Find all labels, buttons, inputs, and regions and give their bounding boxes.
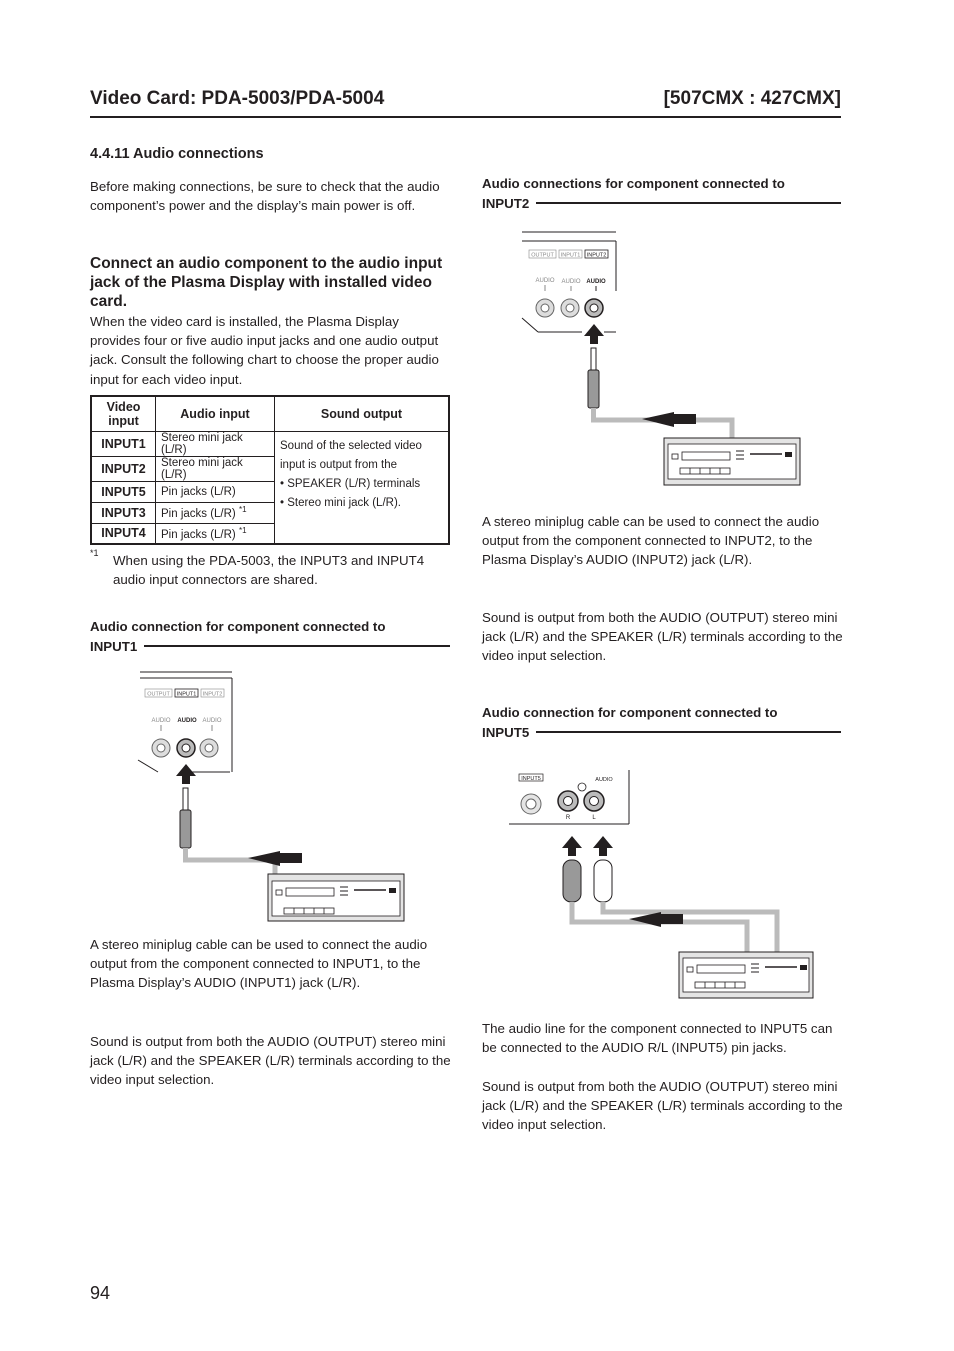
input1-text: A stereo miniplug cable can be used to connect the audio output from the component connected to INPUT1, to the Plasma Display’s AUDIO (INPUT1) jack (L/R). [90,937,428,991]
table-row [91,431,449,456]
sound-output-bullet: • SPEAKER (L/R) terminals [280,477,421,490]
panel-label: INPUT1 [176,691,197,698]
input5-sound-text: Sound is output from both the AUDIO (OUTPUT) stereo mini jack (L/R) and the SPEAKER (L/R) terminals according to the video input selection. [482,1079,843,1133]
page-number: 94 [90,1283,111,1303]
jack-label: AUDIO [202,718,222,724]
sound-output-cell [275,431,450,544]
audio-cell: Stereo mini jack (L/R) [156,456,275,481]
input-cell: INPUT5 [91,481,156,502]
r-label: R [565,815,571,821]
sound-output-bullet: • Stereo mini jack (L/R). [280,496,401,509]
up-arrow-icon [176,764,196,784]
input5-caption: Audio connection for component connected to INPUT5 [482,703,841,742]
left-arrow-icon [248,851,280,866]
input5-text: The audio line for the component connected to INPUT5 can be connected to the AUDIO R/L (INPUT5) pin jacks. [482,1021,833,1056]
col-header-video: Video input [91,396,156,431]
intro-text: Before making connections, be sure to check that the audio component’s power and the display’s main power is off. [90,179,440,214]
col-header-audio: Audio input [156,396,275,431]
page-title: Video Card: PDA-5003/PDA-5004 [90,88,385,109]
input-cell: INPUT1 [91,431,156,456]
panel-label: INPUT2 [586,252,607,259]
jack-label: AUDIO [177,718,197,724]
footnote-ref: *1 [238,525,247,535]
jack-label: AUDIO [535,278,555,284]
audio-cell: Pin jacks (L/R) [156,481,275,502]
input1-connection-diagram [130,668,420,930]
up-arrow-icon [593,836,613,856]
model-label: [507CMX : 427CMX] [663,88,841,109]
panel-label: INPUT2 [202,691,223,698]
footnote-mark: *1 [90,548,99,558]
sound-output-text: Sound of the selected video input is output from the [280,439,422,471]
jack-label: AUDIO [151,718,171,724]
input-cell: INPUT4 [91,523,156,544]
panel-label: OUTPUT [531,252,554,259]
audio-cell: Pin jacks (L/R) $^{*1}$ [156,502,275,523]
jack-label: AUDIO [561,279,581,285]
footnote-ref: *1 [238,505,247,515]
input1-caption: Audio connection for component connected to INPUT1 [90,617,450,656]
footnote-text: When using the PDA-5003, the INPUT3 and INPUT4 audio input connectors are shared. [113,553,425,588]
header-rule [90,116,841,118]
section-title: 4.4.11 Audio connections [90,146,264,162]
input2-text: A stereo miniplug cable can be used to connect the audio output from the component connected to INPUT2, to the Plasma Display’s AUDIO (INPUT2) jack (L/R). [482,514,820,568]
input2-caption: Audio connections for component connected to INPUT2 [482,174,841,213]
input2-connection-diagram [512,228,822,490]
panel-label: INPUT1 [560,252,581,259]
up-arrow-icon [562,836,582,856]
card-body-text: When the video card is installed, the Plasma Display provides four or five audio input jacks and one audio output jack. Consult the following chart to choose the proper audio input for each video input. [90,314,439,387]
l-label: L [592,815,596,821]
input1-sound-text: Sound is output from both the AUDIO (OUTPUT) stereo mini jack (L/R) and the SPEAKER (L/R) terminals according to the video input selection. [90,1034,451,1088]
audio-cell: Pin jacks (L/R) $^{*1}$ [156,523,275,544]
audio-input-table [90,395,450,545]
input-cell: INPUT3 [91,502,156,523]
input5-connection-diagram [505,762,825,1002]
connect-subhead: Connect an audio component to the audio input jack of the Plasma Display with installed video card. [90,255,443,310]
audio-cell: Stereo mini jack (L/R) [156,431,275,456]
jack-label: AUDIO [586,279,606,285]
col-header-sound: Sound output [275,396,450,431]
up-arrow-icon [584,324,604,344]
left-arrow-icon [642,412,674,427]
panel-label: OUTPUT [147,691,170,698]
input2-sound-text: Sound is output from both the AUDIO (OUTPUT) stereo mini jack (L/R) and the SPEAKER (L/R) terminals according to the video input selection. [482,610,843,664]
input-cell: INPUT2 [91,456,156,481]
panel-label: INPUT5 [521,776,541,782]
jack-label: AUDIO [595,777,613,783]
